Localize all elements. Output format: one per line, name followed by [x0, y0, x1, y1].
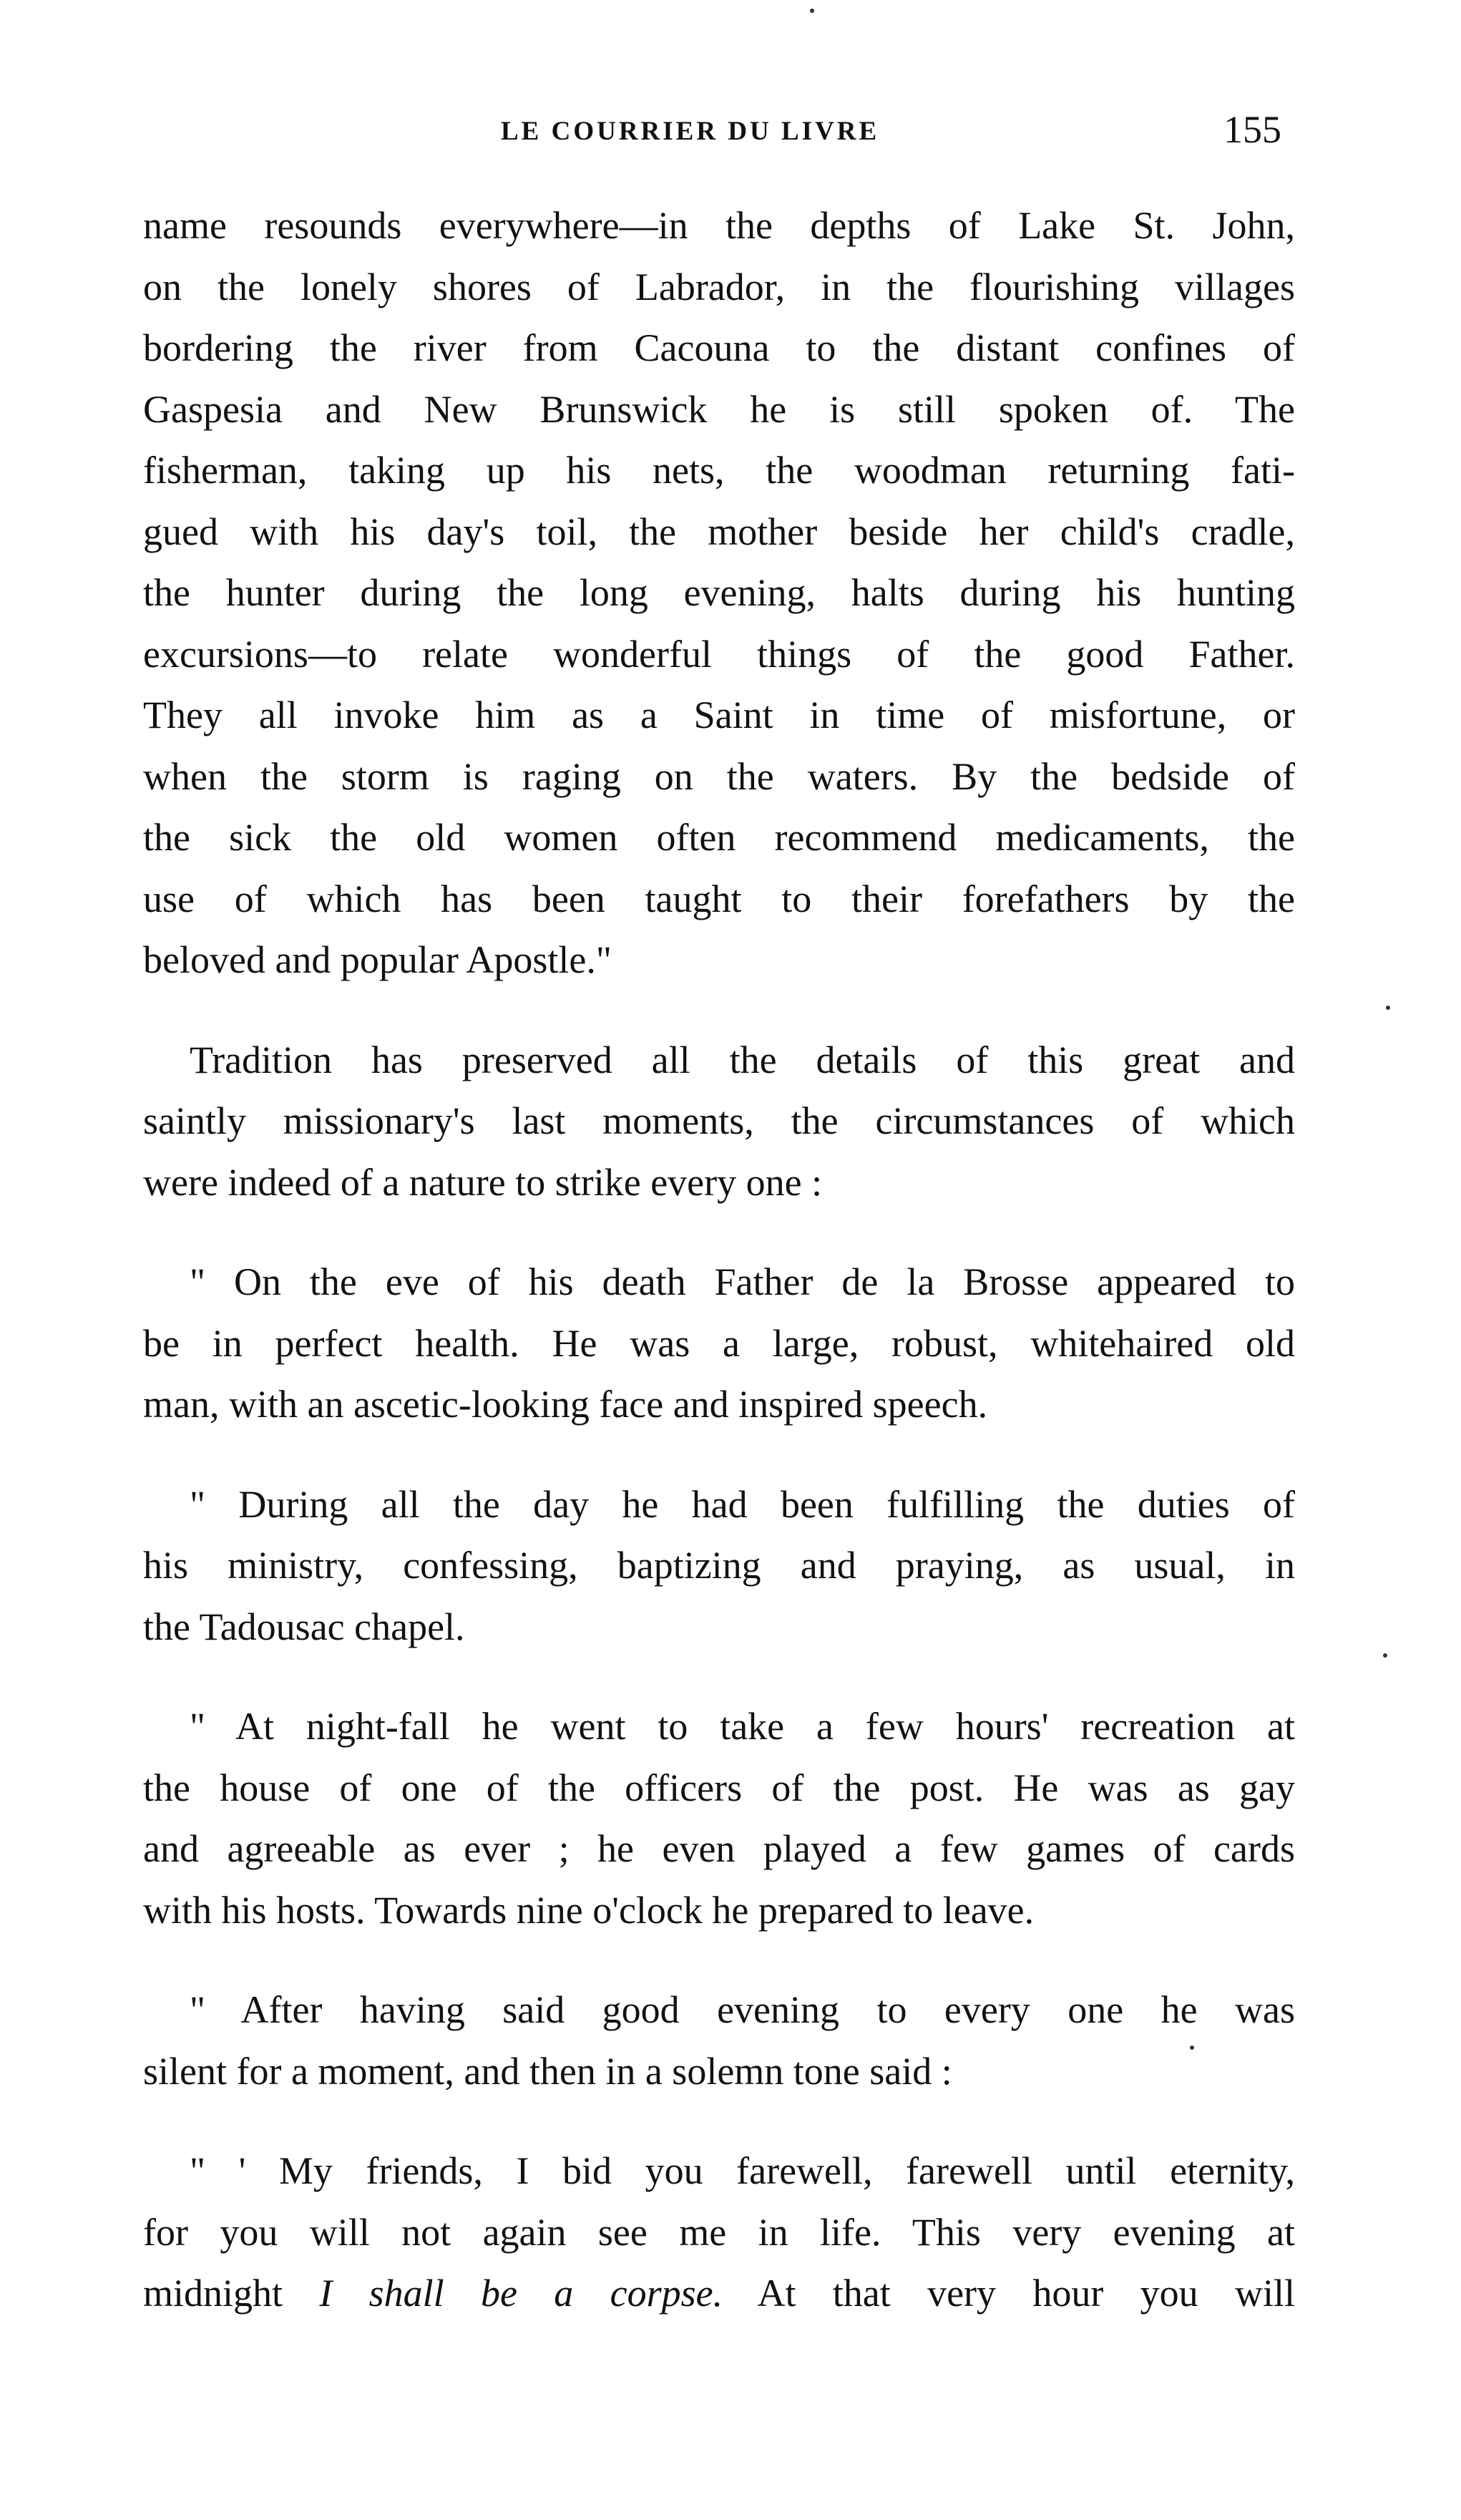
paragraph-quote-farewell [143, 2141, 1295, 2325]
text-line: on the lonely shores of Labrador, in the flourishing villages [143, 265, 1295, 308]
paragraph-continuation [143, 195, 1295, 991]
text-line: silent for a moment, and then in a solemn tone said : [143, 2049, 952, 2093]
text-line: bordering the river from Cacouna to the distant confines of [143, 326, 1295, 369]
text-line: excursions—to relate wonderful things of the good Father. [143, 632, 1295, 676]
text-line: saintly missionary's last moments, the circumstances of which [143, 1099, 1295, 1142]
italic-phrase: I shall be a corpse. [319, 2272, 723, 2315]
text-line: beloved and popular Apostle." [143, 938, 612, 981]
text-line: be in perfect health. He was a large, robust, whitehaired old [143, 1321, 1295, 1365]
running-title: LE COURRIER DU LIVRE [501, 117, 880, 146]
text-line: when the storm is raging on the waters. By the bedside of [143, 754, 1295, 798]
page-number: 155 [1223, 108, 1281, 151]
text-line: " ' My friends, I bid you farewell, farewell until eternity, [190, 2149, 1295, 2192]
text-line: fisherman, taking up his nets, the woodman returning fati- [143, 449, 1295, 492]
text-line: were indeed of a nature to strike every one : [143, 1160, 823, 1204]
text-line: Gaspesia and New Brunswick he is still spoken of. The [143, 387, 1295, 431]
text-line: They all invoke him as a Saint in time of misfortune, or [143, 694, 1295, 736]
text-line: " During all the day he had been fulfilling the duties of [190, 1482, 1295, 1526]
paragraph-quote-day [143, 1474, 1295, 1658]
text-line: his ministry, confessing, baptizing and praying, as usual, in [143, 1544, 1295, 1587]
text-line: name resounds everywhere—in the depths of Lake St. John, [143, 204, 1295, 247]
text-line: man, with an ascetic-looking face and inspired speech. [143, 1383, 988, 1426]
paragraph-tradition [143, 1030, 1295, 1214]
paragraph-quote-eve [143, 1252, 1295, 1436]
ink-speck [1383, 1653, 1387, 1658]
text-line: Tradition has preserved all the details of this great and [190, 1038, 1295, 1081]
text-line: with his hosts. Towards nine o'clock he prepared to leave. [143, 1888, 1035, 1932]
paragraph-quote-nightfall [143, 1696, 1295, 1941]
ink-speck [1386, 1006, 1390, 1010]
text-line: " At night-fall he went to take a few hours' recreation at [190, 1705, 1295, 1748]
ink-speck [810, 9, 814, 13]
text-line: for you will not again see me in life. This very evening at [143, 2210, 1295, 2254]
text-line: " After having said good evening to every one he was [190, 1988, 1295, 2031]
text-line: the house of one of the officers of the post. He was as gay [143, 1766, 1295, 1809]
running-header [0, 107, 1461, 165]
text-line: midnight I shall be a corpse. At that very hour you will [143, 2272, 1295, 2315]
text-line: gued with his day's toil, the mother beside her child's cradle, [143, 510, 1295, 553]
ink-speck [1190, 2045, 1194, 2050]
text-line: " On the eve of his death Father de la Brosse appeared to [190, 1260, 1295, 1303]
text-line: the hunter during the long evening, halts during his hunting [143, 571, 1295, 614]
text-line: the sick the old women often recommend medicaments, the [143, 816, 1295, 859]
text-line: and agreeable as ever ; he even played a few games of cards [143, 1827, 1295, 1870]
body-text [143, 195, 1295, 2325]
paragraph-quote-good-evening [143, 1980, 1295, 2102]
text-line: use of which has been taught to their forefathers by the [143, 877, 1295, 920]
text-line: the Tadousac chapel. [143, 1605, 465, 1648]
